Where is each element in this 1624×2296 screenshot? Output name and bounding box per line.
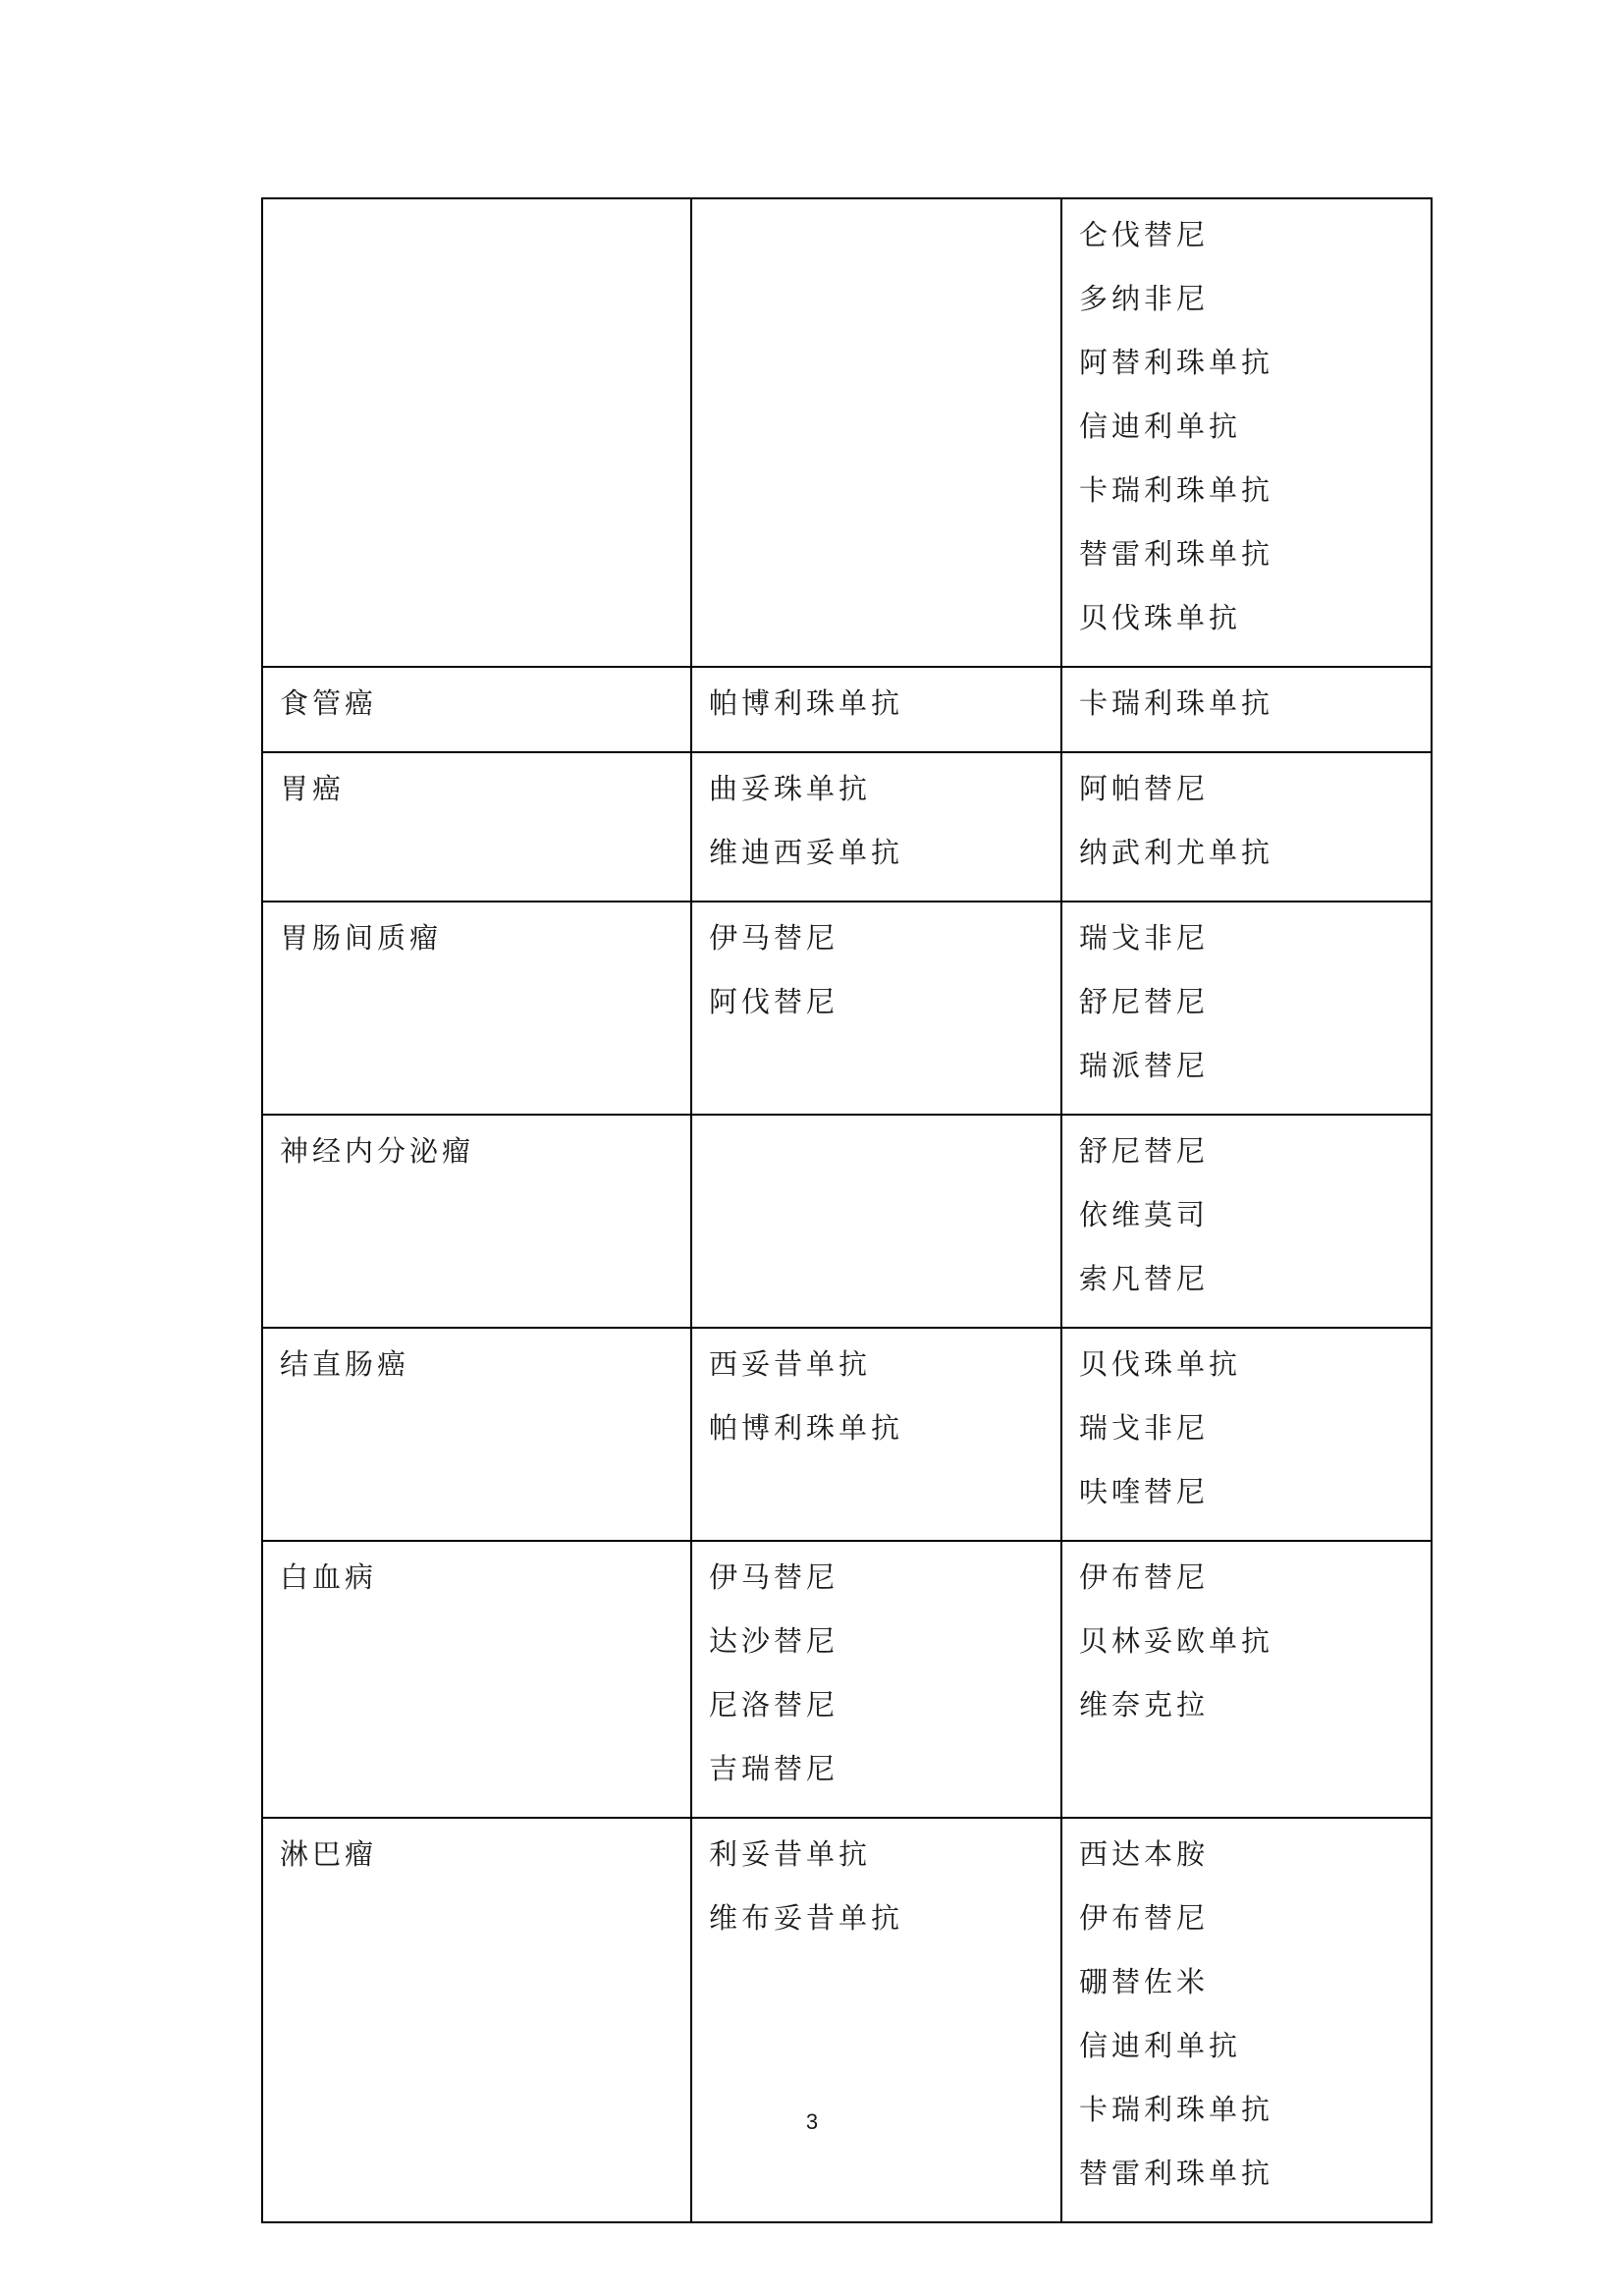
- drug-name: 阿替利珠单抗: [1079, 346, 1274, 379]
- drug-name: 贝伐珠单抗: [1079, 601, 1242, 634]
- table-body: [262, 198, 1432, 2222]
- disease-name: 结直肠癌: [280, 1347, 410, 1381]
- drug-name: 信迪利单抗: [1079, 410, 1242, 443]
- first-line-drugs-cell: [691, 1328, 1061, 1541]
- drug-name: 仑伐替尼: [1079, 218, 1210, 251]
- table-row: [262, 1328, 1432, 1541]
- drug-name: 尼洛替尼: [709, 1688, 839, 1722]
- drug-name: 帕博利珠单抗: [709, 1411, 904, 1445]
- disease-name: 食管癌: [280, 686, 378, 720]
- first-line-drugs-cell: [691, 1541, 1061, 1818]
- disease-cell: [262, 1818, 691, 2222]
- drug-table: [261, 197, 1433, 2223]
- drug-name: 利妥昔单抗: [709, 1837, 872, 1871]
- second-line-drugs-cell: [1061, 1541, 1432, 1818]
- drug-name: 伊马替尼: [709, 1560, 839, 1594]
- drug-name: 维迪西妥单抗: [709, 836, 904, 869]
- disease-cell: [262, 667, 691, 752]
- drug-name: 卡瑞利珠单抗: [1079, 2093, 1274, 2126]
- drug-name: 依维莫司: [1079, 1198, 1210, 1231]
- second-line-drugs-cell: [1061, 1328, 1432, 1541]
- disease-name: 淋巴瘤: [280, 1837, 378, 1871]
- drug-name: 吉瑞替尼: [709, 1752, 839, 1785]
- drug-name: 替雷利珠单抗: [1079, 2157, 1274, 2190]
- first-line-drugs-cell: [691, 198, 1061, 667]
- drug-name: 卡瑞利珠单抗: [1079, 473, 1274, 507]
- drug-name: 维奈克拉: [1079, 1688, 1210, 1722]
- drug-name: 伊布替尼: [1079, 1560, 1210, 1594]
- drug-name: 帕博利珠单抗: [709, 686, 904, 720]
- disease-name: 胃癌: [280, 772, 346, 805]
- drug-name: 替雷利珠单抗: [1079, 537, 1274, 571]
- second-line-drugs-cell: [1061, 1115, 1432, 1328]
- drug-name: 阿帕替尼: [1079, 772, 1210, 805]
- table-row: [262, 902, 1432, 1115]
- first-line-drugs-cell: [691, 902, 1061, 1115]
- drug-name: 纳武利尤单抗: [1079, 836, 1274, 869]
- drug-name: 贝林妥欧单抗: [1079, 1624, 1274, 1658]
- disease-name: 神经内分泌瘤: [280, 1134, 475, 1168]
- table-row: [262, 1818, 1432, 2222]
- drug-name: 舒尼替尼: [1079, 985, 1210, 1018]
- second-line-drugs-cell: [1061, 1818, 1432, 2222]
- drug-name: 舒尼替尼: [1079, 1134, 1210, 1168]
- disease-cell: [262, 1541, 691, 1818]
- drug-name: 维布妥昔单抗: [709, 1901, 904, 1935]
- drug-name: 瑞戈非尼: [1079, 1411, 1210, 1445]
- drug-name: 贝伐珠单抗: [1079, 1347, 1242, 1381]
- drug-name: 索凡替尼: [1079, 1262, 1210, 1295]
- second-line-drugs-cell: [1061, 667, 1432, 752]
- second-line-drugs-cell: [1061, 198, 1432, 667]
- drug-name: 卡瑞利珠单抗: [1079, 686, 1274, 720]
- disease-cell: [262, 752, 691, 902]
- table-row: [262, 752, 1432, 902]
- drug-name: 信迪利单抗: [1079, 2029, 1242, 2062]
- drug-name: 伊马替尼: [709, 921, 839, 955]
- first-line-drugs-cell: [691, 1115, 1061, 1328]
- second-line-drugs-cell: [1061, 752, 1432, 902]
- first-line-drugs-cell: [691, 752, 1061, 902]
- drug-name: 多纳非尼: [1079, 282, 1210, 315]
- disease-cell: [262, 198, 691, 667]
- drug-name: 达沙替尼: [709, 1624, 839, 1658]
- drug-name: 呋喹替尼: [1079, 1475, 1210, 1508]
- table-row: [262, 1541, 1432, 1818]
- disease-name: 胃肠间质瘤: [280, 921, 443, 955]
- drug-name: 曲妥珠单抗: [709, 772, 872, 805]
- table-row: [262, 198, 1432, 667]
- drug-name: 瑞派替尼: [1079, 1049, 1210, 1082]
- drug-name: 西妥昔单抗: [709, 1347, 872, 1381]
- table-row: [262, 667, 1432, 752]
- table-row: [262, 1115, 1432, 1328]
- disease-name: 白血病: [280, 1560, 378, 1594]
- drug-name: 西达本胺: [1079, 1837, 1210, 1871]
- drug-name: 伊布替尼: [1079, 1901, 1210, 1935]
- first-line-drugs-cell: [691, 1818, 1061, 2222]
- drug-name: 阿伐替尼: [709, 985, 839, 1018]
- disease-cell: [262, 1115, 691, 1328]
- page-number: 3: [805, 2109, 819, 2134]
- disease-cell: [262, 1328, 691, 1541]
- first-line-drugs-cell: [691, 667, 1061, 752]
- second-line-drugs-cell: [1061, 902, 1432, 1115]
- disease-cell: [262, 902, 691, 1115]
- drug-name: 瑞戈非尼: [1079, 921, 1210, 955]
- drug-name: 硼替佐米: [1079, 1965, 1210, 1998]
